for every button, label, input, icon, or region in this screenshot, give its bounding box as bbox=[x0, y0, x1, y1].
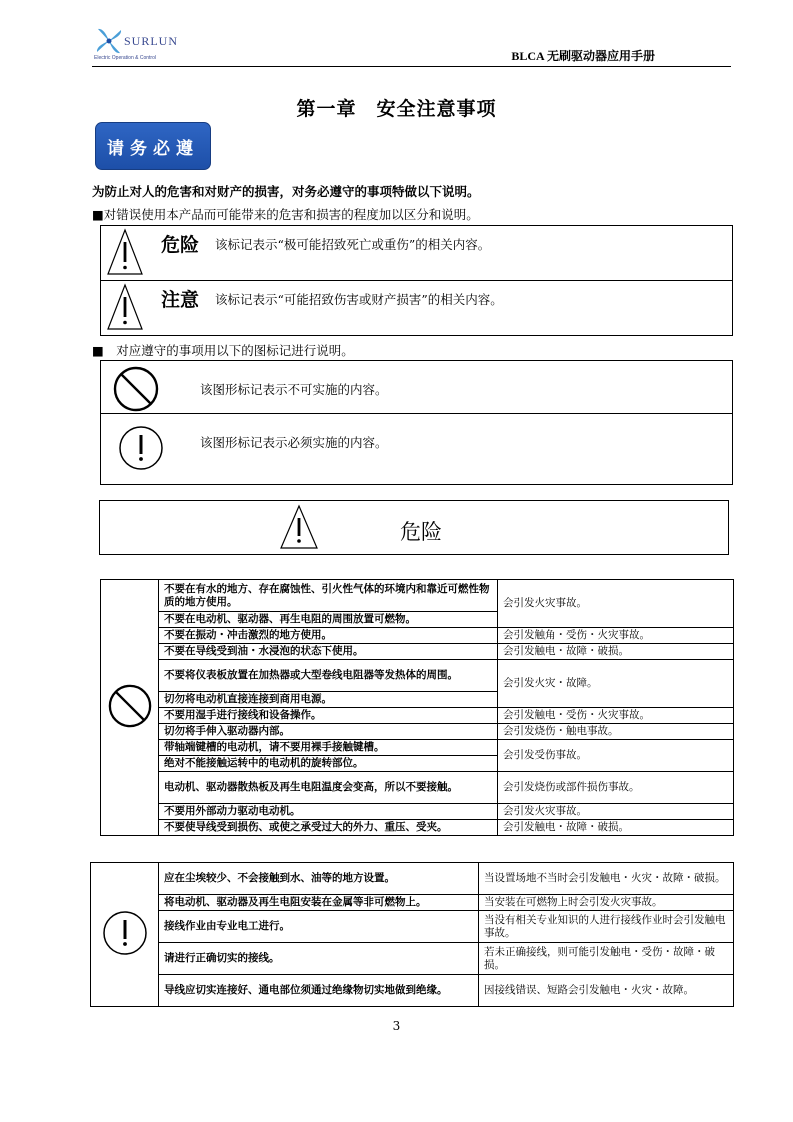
mandatory-desc: 该图形标记表示必须实施的内容。 bbox=[200, 435, 388, 450]
mandatory-action: 将电动机、驱动器及再生电阻安装在金属等非可燃物上。 bbox=[159, 895, 479, 911]
table-row bbox=[101, 644, 734, 660]
page-number: 3 bbox=[392, 1019, 401, 1033]
danger-banner bbox=[99, 500, 729, 555]
prohibited-action: 不要在电动机、驱动器、再生电阻的周围放置可燃物。 bbox=[159, 612, 498, 628]
symbol-divider bbox=[101, 413, 732, 414]
caution-triangle-icon bbox=[106, 283, 144, 331]
table-row bbox=[101, 804, 734, 820]
prohibited-result: 会引发触电・故障・破损。 bbox=[498, 820, 734, 836]
table-row bbox=[101, 628, 734, 644]
document-title: BLCA 无刷驱动器应用手册 bbox=[511, 49, 655, 63]
mandatory-action: 接线作业由专业电工进行。 bbox=[159, 911, 479, 943]
prohibited-icon bbox=[107, 683, 153, 729]
level-danger-desc: 该标记表示“极可能招致死亡或重伤”的相关内容。 bbox=[215, 237, 491, 252]
table-row bbox=[101, 820, 734, 836]
mandatory-action: 导线应切实连接好、通电部位须通过绝缘物切实地做到绝缘。 bbox=[159, 975, 479, 1007]
chapter-title: 第一章 安全注意事项 bbox=[296, 98, 497, 120]
prohibited-action: 不要在有水的地方、存在腐蚀性、引火性气体的环境内和靠近可燃性物质的地方使用。 bbox=[159, 580, 498, 612]
table-row bbox=[91, 911, 734, 943]
prohibited-action: 不要用外部动力驱动电动机。 bbox=[159, 804, 498, 820]
symbol-intro-line: ■ 对应遵守的事项用以下的图标记进行说明。 bbox=[92, 343, 354, 358]
danger-banner-label: 危险 bbox=[400, 520, 442, 544]
prohibited-action: 绝对不能接触运转中的电动机的旋转部位。 bbox=[159, 756, 498, 772]
prohibited-symbol-cell bbox=[101, 580, 159, 836]
header-divider bbox=[92, 66, 731, 67]
prohibited-action: 不要在振动・冲击激烈的地方使用。 bbox=[159, 628, 498, 644]
prohibited-result: 会引发受伤事故。 bbox=[498, 740, 734, 772]
prohibited-action: 不要将仪表板放置在加热器或大型卷线电阻器等发热体的周围。 bbox=[159, 660, 498, 692]
mandatory-symbol-cell bbox=[91, 863, 159, 1007]
intro-bold-line: 为防止对人的危害和对财产的损害，对务必遵守的事项特做以下说明。 bbox=[92, 184, 480, 199]
mandatory-result: 因接线错误、短路会引发触电・火灾・故障。 bbox=[479, 975, 734, 1007]
logo-subtitle: Electric Operation & Control bbox=[94, 55, 156, 61]
prohibited-icon bbox=[112, 365, 160, 413]
logo-name: SURLUN bbox=[124, 34, 179, 48]
table-row bbox=[101, 660, 734, 692]
prohibited-result: 会引发烧伤・触电事故。 bbox=[498, 724, 734, 740]
mandatory-table bbox=[90, 862, 734, 1007]
prohibited-result: 会引发火灾事故。 bbox=[498, 580, 734, 628]
table-row bbox=[91, 863, 734, 895]
prohibited-action: 切勿将电动机直接连接到商用电源。 bbox=[159, 692, 498, 708]
mandatory-icon bbox=[118, 425, 164, 471]
warning-triangle-icon bbox=[279, 504, 319, 550]
severity-legend bbox=[100, 225, 733, 336]
table-row bbox=[91, 975, 734, 1007]
prohibited-result: 会引发触电・受伤・火灾事故。 bbox=[498, 708, 734, 724]
level-caution-desc: 该标记表示“可能招致伤害或财产损害”的相关内容。 bbox=[215, 292, 503, 307]
table-row bbox=[101, 580, 734, 612]
prohibited-result: 会引发烧伤或部件损伤事故。 bbox=[498, 772, 734, 804]
prohibited-desc: 该图形标记表示不可实施的内容。 bbox=[200, 382, 388, 397]
level-danger-label: 危险 bbox=[161, 234, 200, 256]
prohibited-action: 不要使导线受到损伤、或使之承受过大的外力、重压、受夹。 bbox=[159, 820, 498, 836]
table-row bbox=[91, 943, 734, 975]
prohibited-result: 会引发触电・故障・破损。 bbox=[498, 644, 734, 660]
legend-divider bbox=[101, 280, 732, 281]
fan-icon bbox=[94, 26, 124, 56]
mandatory-result: 当设置场地不当时会引发触电・火灾・故障・破损。 bbox=[479, 863, 734, 895]
prohibited-action: 不要用湿手进行接线和设备操作。 bbox=[159, 708, 498, 724]
table-row bbox=[101, 772, 734, 804]
table-row bbox=[91, 895, 734, 911]
prohibited-table bbox=[100, 579, 734, 836]
mandatory-action: 请进行正确切实的接线。 bbox=[159, 943, 479, 975]
symbol-legend bbox=[100, 360, 733, 485]
mandatory-action: 应在尘埃较少、不会接触到水、油等的地方设置。 bbox=[159, 863, 479, 895]
intro-line: ■对错误使用本产品而可能带来的危害和损害的程度加以区分和说明。 bbox=[92, 207, 479, 222]
warning-triangle-icon bbox=[106, 228, 144, 276]
mandatory-icon bbox=[102, 910, 148, 956]
mandatory-result: 当没有相关专业知识的人进行接线作业时会引发触电事故。 bbox=[479, 911, 734, 943]
prohibited-result: 会引发触角・受伤・火灾事故。 bbox=[498, 628, 734, 644]
prohibited-result: 会引发火灾事故。 bbox=[498, 804, 734, 820]
company-logo bbox=[92, 22, 182, 64]
must-observe-badge: 请务必遵 bbox=[95, 122, 211, 170]
prohibited-action: 不要在导线受到油・水浸泡的状态下使用。 bbox=[159, 644, 498, 660]
level-caution-label: 注意 bbox=[161, 289, 200, 311]
table-row bbox=[101, 708, 734, 724]
prohibited-result: 会引发火灾・故障。 bbox=[498, 660, 734, 708]
prohibited-action: 带轴端键槽的电动机，请不要用裸手接触键槽。 bbox=[159, 740, 498, 756]
mandatory-result: 当安装在可燃物上时会引发火灾事故。 bbox=[479, 895, 734, 911]
mandatory-result: 若未正确接线，则可能引发触电・受伤・故障・破损。 bbox=[479, 943, 734, 975]
prohibited-action: 切勿将手伸入驱动器内部。 bbox=[159, 724, 498, 740]
table-row bbox=[101, 724, 734, 740]
prohibited-action: 电动机、驱动器散热板及再生电阻温度会变高，所以不要接触。 bbox=[159, 772, 498, 804]
table-row bbox=[101, 740, 734, 756]
